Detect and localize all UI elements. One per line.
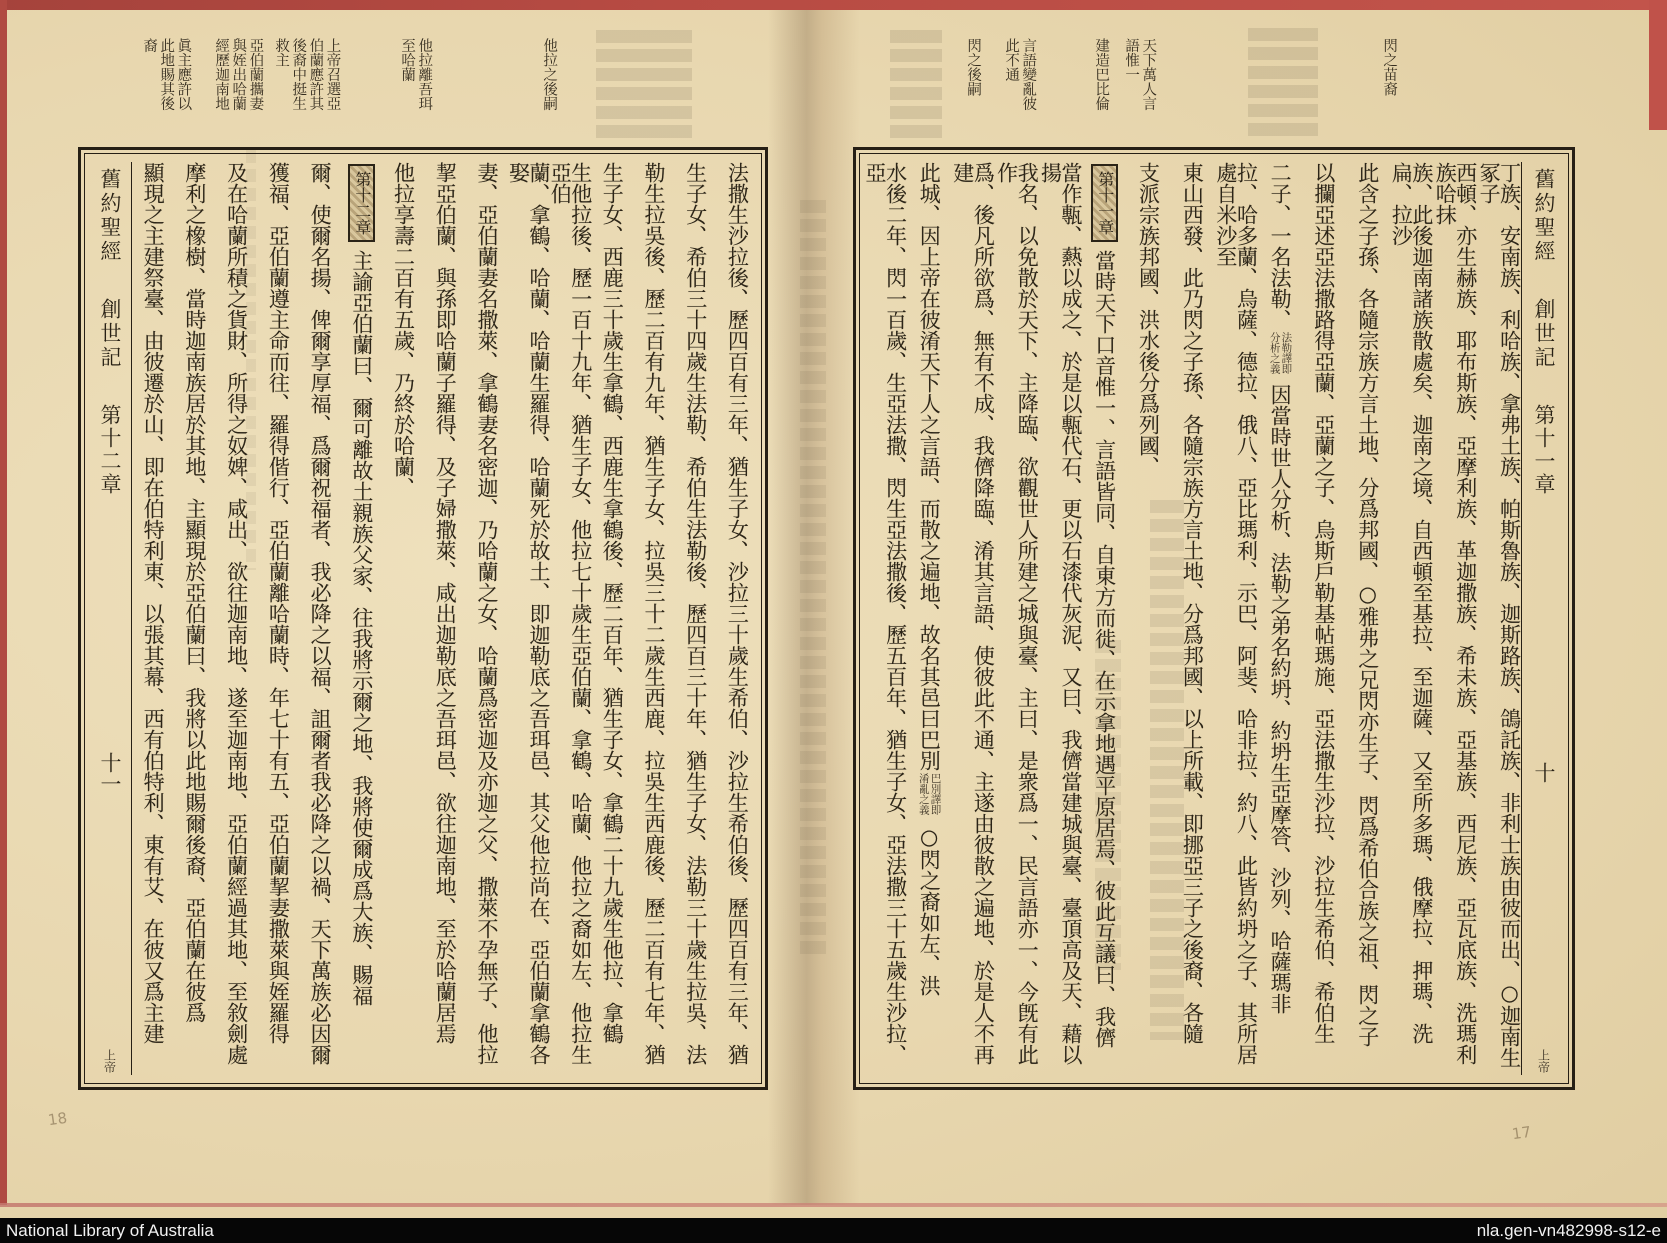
column-text: 爾、使爾名揚、俾爾享厚福、爲爾祝福者、我必降之以福、詛爾者我必降之以禍、天下萬族必因爾 bbox=[308, 162, 333, 1065]
margin-note: 眞主應許以此地賜其後裔 bbox=[141, 38, 192, 111]
column-text: 水後二年、閃一百歲、生亞法撒、閃生亞法撒後、歷五百年、猶生子女、亞法撒三十五歲生沙拉、亞 bbox=[863, 162, 908, 1065]
column-text: 丁族、安南族、利哈族、拿弗土族、帕斯魯族、迦斯路族、鴿託族、非利士族由彼而出、○迦南生冢子 bbox=[1477, 162, 1522, 1068]
chapter-heading-box: 第十二章 bbox=[348, 164, 375, 242]
text-column bbox=[215, 162, 257, 1075]
column-text: 因當時世人分析、法勒之弟名約坍、約坍生亞摩答、沙列、哈薩瑪非 bbox=[1268, 384, 1293, 1014]
column-text: 以攔亞述亞法撒路得亞蘭、亞蘭之子、烏斯戶勒基帖瑪施、亞法撒生沙拉、沙拉生希伯、希伯生 bbox=[1311, 162, 1336, 1044]
text-column bbox=[1082, 162, 1126, 1075]
left-page bbox=[78, 147, 768, 1090]
text-column bbox=[1433, 162, 1477, 1075]
column-text: 族、此後迦南諸族散處矣、迦南之境、自西頓至基拉、至迦薩、又至所多瑪、俄摩拉、押瑪、洗扁、拉沙 bbox=[1389, 162, 1434, 1044]
column-text: 獲福、亞伯蘭遵主命而往、羅得偕行、亞伯蘭離哈蘭時、年七十有五、亞伯蘭挈妻撒萊與姪羅得 bbox=[266, 162, 291, 1044]
text-column bbox=[424, 162, 466, 1075]
column-text: 他拉享壽二百有五歲、乃終於哈蘭、 bbox=[391, 162, 416, 498]
book-title: 創世記 bbox=[97, 298, 122, 370]
text-column bbox=[549, 162, 591, 1075]
text-column bbox=[1126, 162, 1170, 1075]
column-text: 挈亞伯蘭、與孫即哈蘭子羅得、及子婦撒萊、咸出迦勒底之吾珥邑、欲往迦南地、至於哈蘭居焉 bbox=[433, 162, 458, 1044]
text-column bbox=[675, 162, 717, 1075]
chapter-title: 第十二章 bbox=[97, 404, 122, 496]
catchword: 上帝 bbox=[1536, 1049, 1551, 1073]
series-title: 舊約聖經 bbox=[97, 168, 122, 264]
column-text: 顯現之主建祭臺、由彼遷於山、即在伯特利東、以張其幕、西有伯特利、東有艾、在彼又爲主建 bbox=[141, 162, 166, 1044]
text-column bbox=[1214, 162, 1258, 1075]
right-page bbox=[853, 147, 1575, 1090]
translator-note: 巴別譯即淆亂之義 bbox=[917, 773, 942, 815]
text-column bbox=[1302, 162, 1346, 1075]
margin-note: 閃之後嗣 bbox=[965, 38, 982, 96]
text-column bbox=[1170, 162, 1214, 1075]
column-text: 生子女、希伯三十四歲生法勒、希伯生法勒後、歷四百三十年、猶生子女、法勒三十歲生拉吳、法 bbox=[683, 162, 708, 1065]
column-text: 及在哈蘭所積之貨財、所得之奴婢、咸出、欲往迦南地、遂至迦南地、亞伯蘭經過其地、至敘劍處 bbox=[224, 162, 249, 1065]
column-text: 生他拉後、歷一百十九年、猶生子女、他拉七十歲生亞伯蘭、拿鶴、哈蘭、他拉之裔如左、他拉生亞伯 bbox=[548, 162, 593, 1065]
bleed-through-text bbox=[596, 30, 692, 140]
text-column bbox=[508, 162, 550, 1075]
column-text: 東山西發、此乃閃之子孫、各隨宗族方言土地、分爲邦國、以上所載、即挪亞三子之後裔、各隨 bbox=[1180, 162, 1205, 1044]
book-cover-edge-left bbox=[0, 0, 7, 1205]
text-column bbox=[716, 162, 758, 1075]
margin-note: 建造巴比倫 bbox=[1093, 38, 1110, 111]
margin-note: 閃之苗裔 bbox=[1381, 38, 1398, 96]
column-text: 法撒生沙拉後、歷四百有三年、猶生子女、沙拉三十歲生希伯、沙拉生希伯後、歷四百有三年、猶 bbox=[725, 162, 750, 1065]
library-name: National Library of Australia bbox=[6, 1220, 214, 1240]
column-text: 此城、因上帝在彼淆天下人之言語、而散之遍地、故名其邑曰巴別 bbox=[917, 162, 942, 771]
text-column bbox=[951, 162, 995, 1075]
library-footer-bar bbox=[0, 1218, 1667, 1243]
column-text: 勒生拉吳後、歷二百有九年、猶生子女、拉吳三十二歲生西鹿、拉吳生西鹿後、歷二百有七年、猶 bbox=[641, 162, 666, 1065]
text-column bbox=[257, 162, 299, 1075]
text-column bbox=[1039, 162, 1083, 1075]
column-text: 二子、一名法勒、 bbox=[1268, 162, 1293, 330]
column-text: 爲、後凡所欲爲、無有不成、我儕降臨、淆其言語、使彼此不通、主遂由彼散之遍地、於是人不再建 bbox=[950, 162, 996, 1065]
page-bottom-edge bbox=[0, 1203, 1667, 1207]
bleed-through-text bbox=[800, 200, 826, 960]
text-column bbox=[466, 162, 508, 1075]
text-column bbox=[995, 162, 1039, 1075]
column-text: 西頓、亦生赫族、耶布斯族、亞摩利族、革迦撒族、希未族、亞基族、西尼族、亞瓦底族、洗瑪利族哈抹 bbox=[1433, 162, 1478, 1065]
column-text: 我名、以免散於天下、主降臨、欲觀世人所建之城與臺、主曰、是衆爲一、民言語亦一、今旣有此作 bbox=[994, 162, 1040, 1065]
margin-note: 上帝召選亞伯蘭應許其後裔中挺生救主 bbox=[273, 38, 341, 111]
pencil-mark: 17 bbox=[1510, 1122, 1533, 1144]
margin-note: 他拉之後嗣 bbox=[541, 38, 558, 111]
column-text: ○閃之裔如左、洪 bbox=[917, 825, 942, 996]
page-number: 十一 bbox=[97, 751, 122, 794]
column-text: 蘭、拿鶴、哈蘭、哈蘭生羅得、哈蘭死於故土、即迦勒底之吾珥邑、其父他拉尚在、亞伯蘭拿鶴各娶 bbox=[506, 162, 552, 1065]
series-title: 舊約聖經 bbox=[1532, 168, 1556, 264]
book-cover-edge-right bbox=[1649, 0, 1667, 130]
page-header-column bbox=[1521, 162, 1565, 1075]
translator-note: 法勒譯即分析之義 bbox=[1268, 332, 1293, 374]
book-title: 創世記 bbox=[1532, 298, 1556, 370]
text-column bbox=[1258, 162, 1302, 1075]
text-column bbox=[341, 162, 383, 1075]
margin-note: 言語變亂彼此不通 bbox=[1003, 38, 1037, 111]
column-text: 拉、哈多蘭、烏薩、德拉、俄八、亞比瑪利、示巴、阿斐、哈非拉、約八、此皆約坍之子、其所居處自米沙至 bbox=[1213, 162, 1259, 1065]
bleed-through-text bbox=[890, 30, 942, 138]
column-text: 摩利之橡樹、當時迦南族居於其地、主顯現於亞伯蘭曰、我將以此地賜爾後裔、亞伯蘭在彼爲 bbox=[182, 162, 207, 1023]
text-column bbox=[1346, 162, 1390, 1075]
column-text: 支派宗族邦國、洪水後分爲列國、 bbox=[1136, 162, 1161, 477]
bleed-through-text bbox=[1248, 28, 1318, 140]
text-column bbox=[633, 162, 675, 1075]
column-text: 生子女、西鹿三十歲生拿鶴、西鹿生拿鶴後、歷二百年、猶生子女、拿鶴二十九歲生他拉、拿鶴 bbox=[600, 162, 625, 1044]
text-column bbox=[907, 162, 951, 1075]
text-column bbox=[382, 162, 424, 1075]
text-column bbox=[863, 162, 907, 1075]
text-column bbox=[591, 162, 633, 1075]
column-text: 當作甎、爇以成之、於是以甎代石、更以石漆代灰泥、又曰、我儕當建城與臺、臺頂高及天、藉以揚 bbox=[1038, 162, 1084, 1065]
margin-note: 亞伯蘭攜妻與姪出哈蘭經歷迦南地 bbox=[213, 38, 264, 111]
catchword: 上帝 bbox=[102, 1049, 117, 1073]
text-column bbox=[1477, 162, 1521, 1075]
column-text: 此含之子孫、各隨宗族方言土地、分爲邦國、○雅弗之兄閃亦生子、閃爲希伯合族之祖、閃之子 bbox=[1355, 162, 1380, 1047]
pencil-mark: 18 bbox=[46, 1108, 69, 1130]
page-frame bbox=[78, 147, 768, 1090]
column-text: 妻、亞伯蘭妻名撒萊、拿鶴妻名密迦、乃哈蘭之女、哈蘭爲密迦及亦迦之父、撒萊不孕無子、他拉 bbox=[475, 162, 500, 1065]
image-identifier: nla.gen-vn482998-s12-e bbox=[1476, 1220, 1661, 1240]
page-header-column bbox=[88, 162, 132, 1075]
text-column bbox=[299, 162, 341, 1075]
column-text: 當時天下口音惟一、言語皆同、自東方而徙、在示拿地遇平原居焉、彼此互議曰、我儕 bbox=[1092, 250, 1117, 1048]
text-column bbox=[1389, 162, 1433, 1075]
margin-note: 他拉離吾珥至哈蘭 bbox=[399, 38, 433, 111]
margin-note: 天下萬人言語惟一 bbox=[1123, 38, 1157, 111]
page-frame bbox=[853, 147, 1575, 1090]
chapter-title: 第十一章 bbox=[1532, 404, 1556, 496]
text-column bbox=[132, 162, 174, 1075]
chapter-heading-box: 第十一章 bbox=[1091, 164, 1118, 242]
column-text: 主諭亞伯蘭曰、爾可離故土親族父家、往我將示爾之地、我將使爾成爲大族、賜福 bbox=[349, 250, 374, 1006]
text-column bbox=[174, 162, 216, 1075]
page-number: 十 bbox=[1532, 762, 1556, 783]
book-cover-edge-top bbox=[0, 0, 1667, 10]
